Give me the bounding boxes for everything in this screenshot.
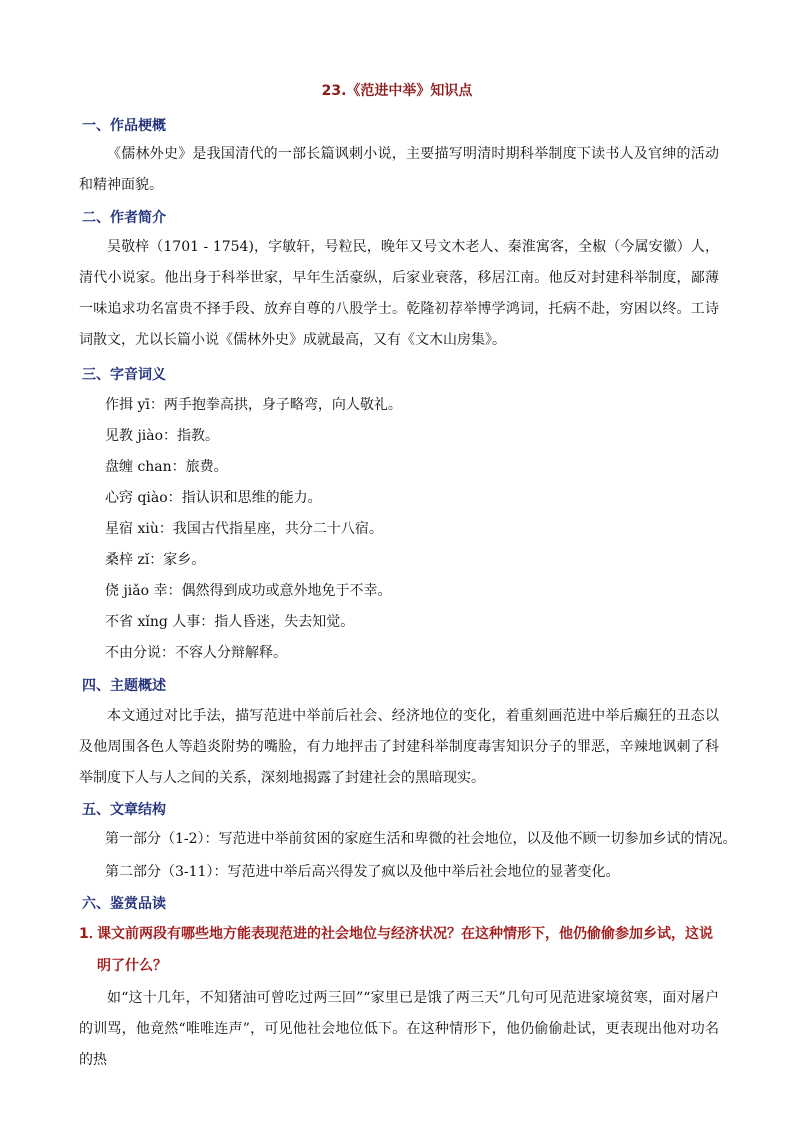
section-heading-author: 二、作者简介 (82, 210, 166, 226)
section-heading-structure: 五、文章结构 (82, 802, 166, 818)
page-title: 23.《范进中举》知识点 (321, 83, 473, 99)
vocab-item: 见教 jiào：指教。 (105, 428, 220, 444)
vocab-item: 不由分说：不容人分辩解释。 (105, 645, 287, 661)
question-number: 1． (79, 926, 103, 942)
vocab-item: 侥 jiǎo 幸：偶然得到成功或意外地免于不幸。 (105, 583, 392, 599)
answer-paragraph: 如“这十几年，不知猪油可曾吃过两三回”“家里已是饿了两三天”几句可见范进家境贫寒，面对屠户的训骂，他竟然“唯唯连声”，可见他社会地位低下。在这种情形下，他仍偷偷赴试，更表现出他对功名的热 (79, 990, 719, 1068)
vocab-item: 不省 xǐng 人事：指人昏迷，失去知觉。 (105, 614, 355, 630)
summary-paragraph: 《儒林外史》是我国清代的一部长篇讽刺小说，主要描写明清时期科举制度下读书人及官绅的活动和精神面貌。 (79, 146, 719, 193)
vocab-item: 桑梓 zǐ：家乡。 (105, 552, 206, 568)
section-heading-appreciation: 六、鉴赏品读 (82, 896, 166, 912)
structure-part-2: 第二部分（3-11）：写范进中举后高兴得发了疯以及他中举后社会地位的显著变化。 (105, 864, 620, 880)
question-line-1: 课文前两段有哪些地方能表现范进的社会地位与经济状况？在这种情形下，他仍偷偷参加乡试，这说 (97, 926, 713, 942)
structure-part-1: 第一部分（1-2）：写范进中举前贫困的家庭生活和卑微的社会地位，以及他不顾一切参加乡试的情况。 (105, 831, 737, 847)
theme-paragraph: 本文通过对比手法，描写范进中举前后社会、经济地位的变化，着重刻画范进中举后癫狂的丑态以及他周围各色人等趋炎附势的嘴脸，有力地抨击了封建科举制度毒害知识分子的罪恶，辛辣地讽刺了科举制度下人与人之间的关系，深刻地揭露了封建社会的黑暗现实。 (79, 708, 719, 786)
vocab-item: 星宿 xiù：我国古代指星座，共分二十八宿。 (105, 521, 383, 537)
vocab-item: 作揖 yī：两手抱拳高拱，身子略弯，向人敬礼。 (105, 397, 402, 413)
author-paragraph: 吴敬梓（1701 - 1754)，字敏轩，号粒民，晚年又号文木老人、秦淮寓客，全椒（今属安徽）人，清代小说家。他出身于科举世家，早年生活豪纵，后家业衰落，移居江南。他反对封建科举制度，鄙薄一味追求功名富贵不择手段、放弃自尊的八股学士。乾隆初荐举博学鸿词，托病不赴，穷困以终。工诗词散文，尤以长篇小说《儒林外史》成就最高，又有《文木山房集》。 (79, 239, 719, 348)
section-heading-vocab: 三、字音词义 (82, 367, 166, 383)
vocab-item: 心窍 qiào：指认识和思维的能力。 (105, 490, 322, 506)
section-heading-summary: 一、作品梗概 (82, 118, 166, 134)
vocab-item: 盘缠 chan：旅费。 (105, 459, 228, 475)
section-heading-theme: 四、主题概述 (82, 678, 166, 694)
question-line-2: 明了什么？ (97, 958, 167, 974)
question-1 (79, 918, 729, 982)
